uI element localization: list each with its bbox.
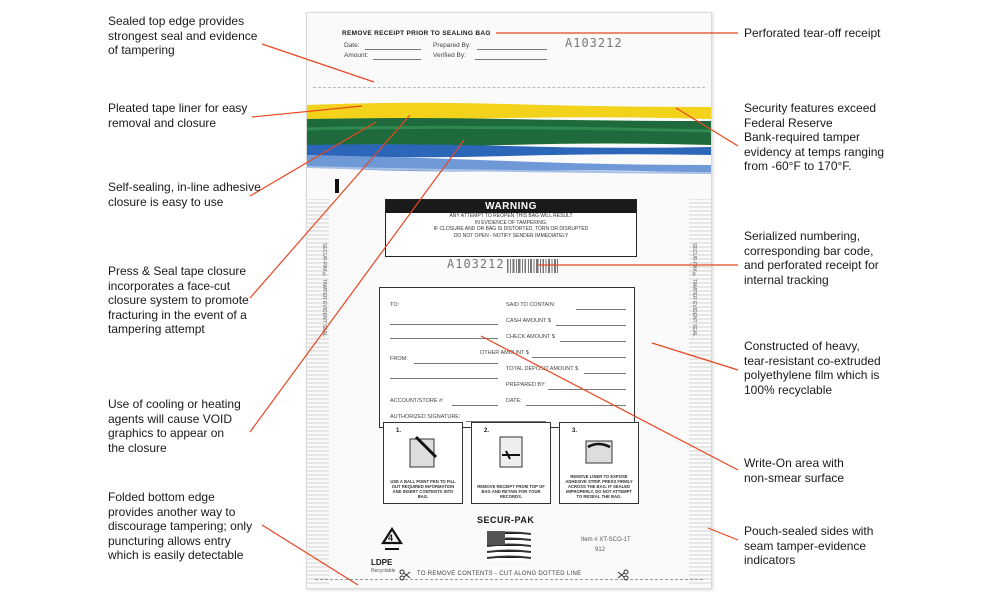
form-label-date: DATE: bbox=[506, 398, 522, 404]
callout-self-sealing-adhesive: Self-sealing, in-line adhesive closure is easy to use bbox=[108, 180, 261, 209]
warning-title: WARNING bbox=[386, 200, 636, 213]
step-2: 2. REMOVE RECEIPT FROM TOP OF BAG AND RETAIN FOR YOUR RECORDS. bbox=[471, 422, 551, 504]
instruction-steps bbox=[383, 422, 637, 502]
receipt-prepared-label: Prepared By: bbox=[433, 42, 471, 49]
callout-perforated-receipt: Perforated tear-off receipt bbox=[744, 26, 881, 40]
security-bag bbox=[306, 12, 712, 589]
receipt-verified-label: Verified By: bbox=[433, 52, 466, 59]
bag-serial-number: A103212 bbox=[447, 257, 505, 271]
step-1: 1. USE A BALL POINT PEN TO FILL OUT REQUIRED INFORMATION AND INSERT CONTENTS INTO BAG. bbox=[383, 422, 463, 504]
receipt-amount-label: Amount: bbox=[344, 52, 369, 59]
ldpe-label: LDPE bbox=[371, 558, 393, 567]
receipt-serial-number: A103212 bbox=[565, 36, 623, 50]
warning-line: IN EVIDENCE OF TAMPERING. bbox=[474, 219, 548, 226]
form-label-other: OTHER AMOUNT $ bbox=[480, 350, 529, 356]
receipt-remove-icon bbox=[494, 433, 528, 469]
warning-line: DO NOT OPEN - NOTIFY SENDER IMMEDIATELY bbox=[453, 232, 569, 239]
tape-closure-bands bbox=[307, 99, 711, 191]
callout-security-features: Security features exceed Federal Reserve Bank-required tamper evidency at temps ranging from -60°F to 170°F. bbox=[744, 101, 885, 173]
form-label-contain: SAID TO CONTAIN: bbox=[506, 302, 556, 308]
step-3-text: REMOVE LINER TO EXPOSE ADHESIVE STRIP. PRESS FIRMLY ACROSS THE BAG. IF SEALED IMPROPERLY, DO NOT ATTEMPT TO RESEAL THE BAG. bbox=[565, 474, 633, 499]
callout-heavy-film: Constructed of heavy, tear-resistant co-extruded polyethylene film which is 100% recyclable bbox=[744, 339, 881, 397]
form-label-check: CHECK AMOUNT $ bbox=[506, 334, 555, 340]
liner-peel-icon bbox=[582, 433, 616, 469]
callout-press-seal-closure: Press & Seal tape closure incorporates a face-cut closure system to promote fracturing in the event of a tampering attempt bbox=[108, 264, 249, 336]
form-label-total: TOTAL DEPOSIT AMOUNT $ bbox=[506, 366, 579, 372]
form-label-from: FROM: bbox=[390, 356, 408, 362]
recyclable-label: Recyclable bbox=[371, 568, 396, 574]
step-2-text: REMOVE RECEIPT FROM TOP OF BAG AND RETAIN FOR YOUR RECORDS. bbox=[477, 484, 545, 499]
left-seam-text: SECUR-PAK® TAMPER EVIDENT SEAL bbox=[321, 243, 327, 337]
callout-sealed-top-edge: Sealed top edge provides strongest seal and evidence of tampering bbox=[108, 14, 258, 57]
perforation-line bbox=[313, 87, 705, 88]
callout-serialized-numbering: Serialized numbering, corresponding bar code, and perforated receipt for internal tracking bbox=[744, 229, 879, 287]
form-label-signature: AUTHORIZED SIGNATURE: bbox=[390, 414, 461, 420]
step-1-text: USE A BALL POINT PEN TO FILL OUT REQUIRED INFORMATION AND INSERT CONTENTS INTO BAG. bbox=[390, 479, 456, 499]
cut-instruction: TO REMOVE CONTENTS - CUT ALONG DOTTED LINE bbox=[417, 571, 582, 577]
scissors-icon bbox=[617, 569, 629, 581]
receipt-date-label: Date: bbox=[344, 42, 360, 49]
item-number: Item # XT-SCO-1T 912 bbox=[581, 537, 631, 553]
write-on-form bbox=[379, 287, 635, 428]
form-label-to: TO: bbox=[390, 302, 400, 308]
form-label-account: ACCOUNT/STORE #: bbox=[390, 398, 444, 404]
warning-line: ANY ATTEMPT TO REOPEN THIS BAG WILL RESULT bbox=[449, 213, 573, 219]
scissors-icon bbox=[399, 569, 411, 581]
form-label-cash: CASH AMOUNT $ bbox=[506, 318, 551, 324]
warning-line: IF CLOSURE AND OR BAG IS DISTORTED, TORN OR DISRUPTED bbox=[433, 226, 589, 232]
callout-void-graphics: Use of cooling or heating agents will cause VOID graphics to appear on the closure bbox=[108, 397, 241, 455]
callout-pleated-tape-liner: Pleated tape liner for easy removal and closure bbox=[108, 101, 248, 130]
callout-write-on-area: Write-On area with non-smear surface bbox=[744, 456, 845, 485]
receipt-title: REMOVE RECEIPT PRIOR TO SEALING BAG bbox=[342, 30, 491, 37]
tab-marker bbox=[335, 179, 339, 193]
recycle-code: 4 bbox=[388, 533, 394, 543]
us-flag-icon bbox=[487, 531, 531, 561]
cut-line bbox=[315, 579, 703, 580]
pen-icon bbox=[406, 433, 440, 469]
brand-name: SECUR-PAK bbox=[477, 515, 535, 525]
form-label-prepared: PREPARED BY: bbox=[506, 382, 546, 388]
callout-folded-bottom-edge: Folded bottom edge provides another way to discourage tampering; only puncturing allows entry which is easily detectable bbox=[108, 490, 253, 562]
warning-box bbox=[385, 199, 637, 257]
step-3: 3. REMOVE LINER TO EXPOSE ADHESIVE STRIP. PRESS FIRMLY ACROSS THE BAG. IF SEALED IMPROPERLY, DO NOT ATTEMPT TO RESEAL THE BAG. bbox=[559, 422, 639, 504]
callout-pouch-sealed-sides: Pouch-sealed sides with seam tamper-evidence indicators bbox=[744, 524, 874, 567]
barcode-icon bbox=[507, 259, 559, 273]
right-seam-text: SECUR-PAK® TAMPER EVIDENT SEAL bbox=[691, 243, 697, 337]
